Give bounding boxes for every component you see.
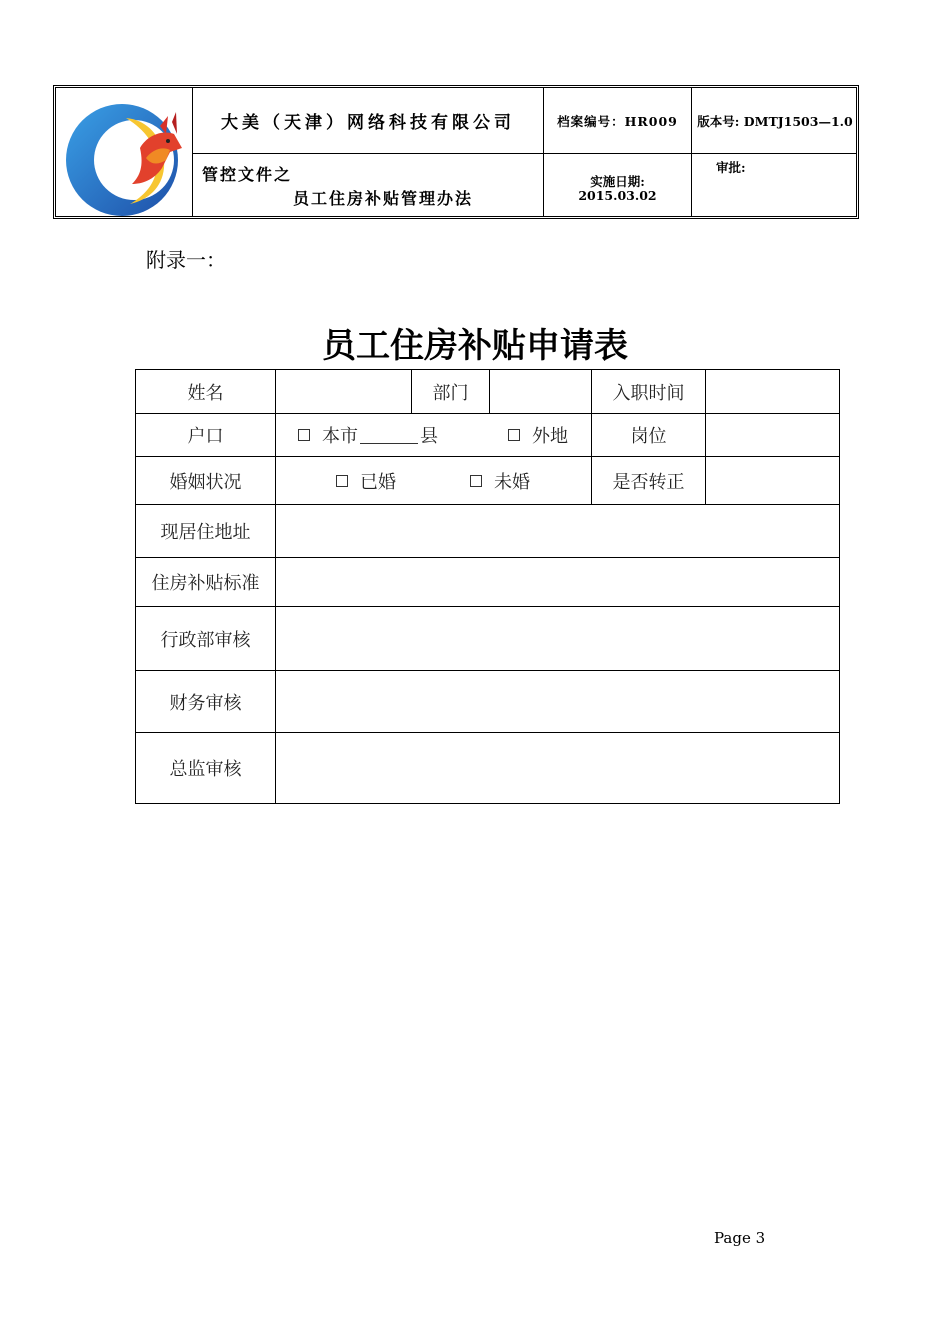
director-review-input[interactable] xyxy=(276,733,839,803)
married-text: 已婚 xyxy=(360,471,396,493)
hire-date-input[interactable] xyxy=(706,370,839,413)
impl-date: 2015.03.02 xyxy=(578,188,657,203)
document-line-1: 管控文件之 xyxy=(202,165,293,184)
hukou-other-option[interactable] xyxy=(508,414,568,456)
approval-field xyxy=(692,154,858,218)
hukou-county-text: 县 xyxy=(420,426,438,447)
hire-date-label: 入职时间 xyxy=(612,382,685,404)
address-input[interactable] xyxy=(276,505,839,557)
appendix-label: 附录一： xyxy=(146,248,226,272)
page-number: Page 3 xyxy=(714,1229,766,1247)
document-header xyxy=(53,85,859,219)
finance-review-label: 财务审核 xyxy=(169,692,242,714)
version-number: 版本号: DMTJ1503—1.0 xyxy=(697,113,853,129)
marital-label: 婚姻状况 xyxy=(169,471,242,493)
application-form xyxy=(135,369,840,804)
department-input[interactable] xyxy=(490,370,591,413)
checkbox-icon[interactable] xyxy=(298,429,310,441)
form-title: 员工住房补贴申请表 xyxy=(322,326,628,366)
address-label: 现居住地址 xyxy=(160,522,251,543)
regular-label: 是否转正 xyxy=(612,471,685,493)
director-review-label: 总监审核 xyxy=(169,759,242,780)
hukou-label: 户口 xyxy=(187,426,224,447)
checkbox-icon[interactable] xyxy=(470,475,482,487)
hukou-other-text: 外地 xyxy=(532,426,568,447)
post-input[interactable] xyxy=(706,414,839,456)
post-label: 岗位 xyxy=(630,426,667,447)
archive-number: 档案编号：HR009 xyxy=(557,113,678,129)
admin-review-input[interactable] xyxy=(276,607,839,670)
regular-input[interactable] xyxy=(706,457,839,504)
hukou-local-option[interactable] xyxy=(298,414,438,456)
hukou-local-text: 本市 xyxy=(322,426,358,447)
checkbox-icon[interactable] xyxy=(336,475,348,487)
married-option[interactable] xyxy=(336,457,396,504)
document-name xyxy=(193,154,543,218)
county-blank[interactable] xyxy=(360,427,418,444)
department-label: 部门 xyxy=(432,382,469,404)
document-line-2: 员工住房补贴管理办法 xyxy=(293,189,474,208)
company-logo-icon xyxy=(56,88,192,218)
company-name: 大美（天津）网络科技有限公司 xyxy=(221,113,515,133)
subsidy-input[interactable] xyxy=(276,558,839,606)
name-label: 姓名 xyxy=(187,382,224,404)
admin-review-label: 行政部审核 xyxy=(160,629,251,651)
checkbox-icon[interactable] xyxy=(508,429,520,441)
implementation-date xyxy=(544,154,691,218)
impl-label: 实施日期: xyxy=(590,174,645,189)
subsidy-label: 住房补贴标准 xyxy=(151,573,260,594)
name-input[interactable] xyxy=(276,370,411,413)
unmarried-text: 未婚 xyxy=(494,471,530,493)
finance-review-input[interactable] xyxy=(276,671,839,732)
unmarried-option[interactable] xyxy=(470,457,530,504)
approve-label: 审批: xyxy=(716,160,746,175)
